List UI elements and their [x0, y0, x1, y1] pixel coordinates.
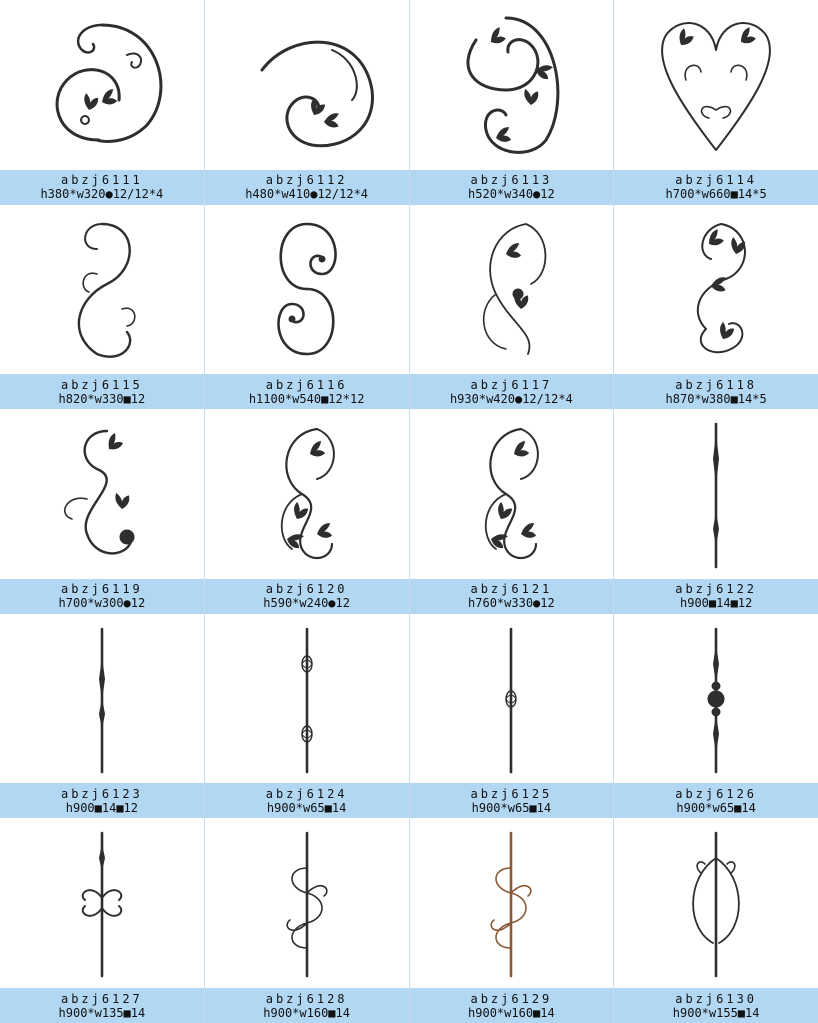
product-caption	[0, 579, 204, 614]
product-code: abzj6118	[675, 377, 758, 392]
product-caption	[410, 783, 614, 818]
product-code: abzj6127	[60, 991, 143, 1006]
product-card[interactable]	[205, 205, 409, 410]
leaf-s-scroll-icon	[614, 205, 818, 375]
black-leaf-scroll-icon	[205, 409, 409, 579]
product-spec: h900*w155■14	[672, 1005, 760, 1020]
product-spec: h900*w160■14	[263, 1005, 350, 1020]
product-code: abzj6123	[60, 786, 143, 801]
rosette-scroll-icon	[0, 409, 204, 579]
product-spec: h590*w240●12	[263, 596, 350, 611]
product-spec: h700*w300●12	[58, 596, 146, 611]
scroll-multi-leaf-icon	[410, 0, 614, 170]
product-code: abzj6112	[265, 173, 348, 188]
product-card[interactable]	[0, 205, 204, 410]
product-caption	[0, 988, 204, 1023]
product-spec: h380*w320●12/12*4	[40, 187, 164, 202]
product-caption	[205, 374, 409, 409]
product-card[interactable]	[0, 614, 204, 819]
product-spec: h900*w135■14	[58, 1005, 146, 1020]
product-card[interactable]	[0, 818, 204, 1023]
basket-baluster-icon	[410, 614, 614, 784]
product-spec: h760*w330●12	[468, 596, 555, 611]
product-caption	[205, 170, 409, 205]
ornament-baluster-icon	[614, 614, 818, 784]
product-caption	[614, 988, 818, 1023]
s-scroll-icon	[0, 205, 204, 375]
product-caption	[410, 170, 614, 205]
product-caption	[410, 579, 614, 614]
product-spec: h900*w65■14	[676, 800, 756, 815]
product-caption	[410, 374, 614, 409]
product-caption	[614, 579, 818, 614]
product-caption	[0, 783, 204, 818]
product-caption	[410, 988, 614, 1023]
product-code: abzj6116	[265, 377, 348, 392]
product-card[interactable]	[614, 205, 818, 410]
product-spec: h900*w160■14	[468, 1005, 555, 1020]
spear-baluster-icon	[0, 614, 204, 784]
product-spec: h870*w380■14*5	[665, 391, 767, 406]
spear-baluster-icon	[614, 409, 818, 579]
product-caption	[614, 170, 818, 205]
twisted-scroll-baluster-icon	[205, 818, 409, 988]
product-caption	[205, 579, 409, 614]
product-spec: h1100*w540■12*12	[248, 391, 365, 406]
double-basket-baluster-icon	[205, 614, 409, 784]
product-code: abzj6129	[470, 991, 553, 1006]
product-spec: h900*w65■14	[471, 800, 552, 815]
heart-scroll-icon	[614, 0, 818, 170]
product-code: abzj6121	[470, 582, 553, 597]
twisted-scroll-baluster-icon	[410, 818, 614, 988]
product-card[interactable]	[410, 0, 614, 205]
product-spec: h820*w330■12	[58, 391, 146, 406]
product-code: abzj6111	[60, 173, 143, 188]
product-code: abzj6126	[675, 786, 758, 801]
product-code: abzj6122	[675, 582, 758, 597]
arch-scroll-baluster-icon	[614, 818, 818, 988]
product-card[interactable]	[205, 409, 409, 614]
product-spec: h520*w340●12	[468, 187, 555, 202]
product-card[interactable]	[0, 0, 204, 205]
product-card[interactable]	[614, 0, 818, 205]
product-code: abzj6120	[265, 582, 348, 597]
product-code: abzj6114	[675, 173, 758, 188]
product-code: abzj6125	[470, 786, 553, 801]
product-card[interactable]	[205, 614, 409, 819]
product-caption	[0, 374, 204, 409]
product-code: abzj6113	[470, 173, 553, 188]
product-card[interactable]	[410, 818, 614, 1023]
scroll-spiral-leaf-icon	[205, 0, 409, 170]
scroll-baluster-icon	[0, 818, 204, 988]
product-card[interactable]	[410, 614, 614, 819]
product-card[interactable]	[410, 205, 614, 410]
product-card[interactable]	[0, 409, 204, 614]
product-caption	[614, 374, 818, 409]
product-spec: h900■14■12	[65, 800, 138, 815]
scroll-spiral-leaf-icon	[0, 0, 204, 170]
product-caption	[205, 988, 409, 1023]
product-card[interactable]	[205, 818, 409, 1023]
product-caption	[0, 170, 204, 205]
product-code: abzj6117	[470, 377, 553, 392]
product-caption	[614, 783, 818, 818]
product-card[interactable]	[205, 0, 409, 205]
product-card[interactable]	[614, 409, 818, 614]
product-card[interactable]	[614, 818, 818, 1023]
black-leaf-scroll-icon	[410, 409, 614, 579]
product-card[interactable]	[614, 614, 818, 819]
product-spec: h900*w65■14	[266, 800, 347, 815]
product-caption	[205, 783, 409, 818]
product-code: abzj6128	[265, 991, 348, 1006]
product-spec: h700*w660■14*5	[665, 187, 767, 202]
product-spec: h480*w410●12/12*4	[245, 187, 369, 202]
product-card[interactable]	[410, 409, 614, 614]
product-spec: h900■14■12	[680, 596, 753, 611]
floral-scroll-icon	[410, 205, 614, 375]
double-c-scroll-icon	[205, 205, 409, 375]
product-code: abzj6130	[675, 991, 758, 1006]
product-spec: h930*w420●12/12*4	[449, 391, 573, 406]
product-code: abzj6124	[265, 786, 348, 801]
product-code: abzj6115	[60, 377, 143, 392]
product-code: abzj6119	[60, 582, 143, 597]
